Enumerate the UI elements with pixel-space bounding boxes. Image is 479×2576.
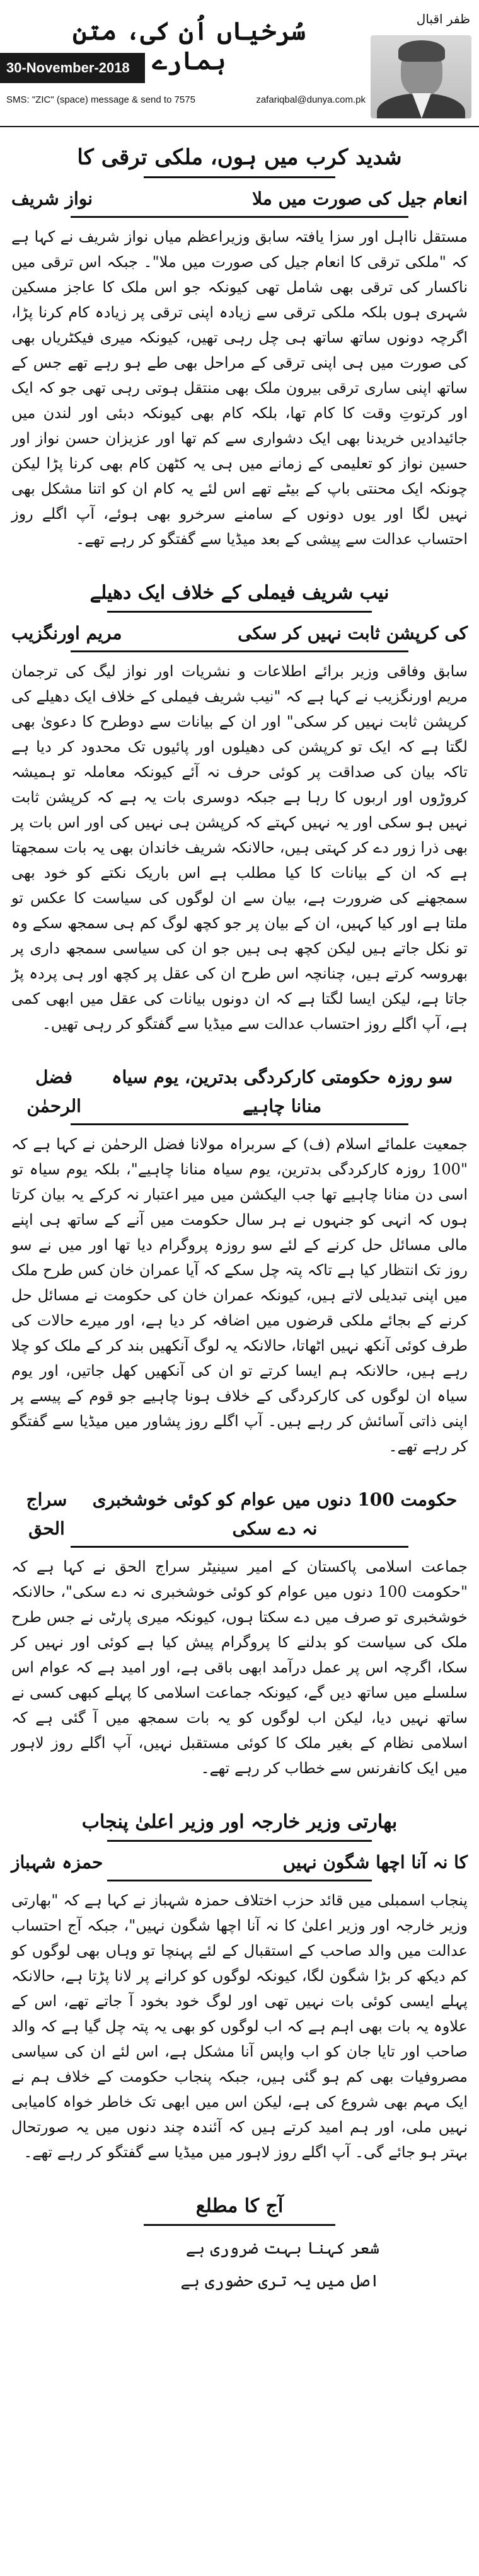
section-1-attribution: نواز شریف <box>11 188 93 209</box>
headline-rule <box>144 176 335 178</box>
section-5-headline: بھارتی وزیر خارجہ اور وزیر اعلیٰ پنجاب <box>81 1811 398 1833</box>
todays-couplet <box>11 2232 468 2298</box>
section-2-subhead <box>11 619 468 648</box>
todays-couplet-title: آج کا مطلع <box>195 2195 284 2217</box>
section-5-attribution: حمزہ شہباز <box>11 1852 103 1873</box>
section-2-attribution: مریم اورنگزیب <box>11 623 122 644</box>
section-4-headline <box>11 1485 468 1543</box>
section-5-subhead-text: کا نہ آنا اچھا شگون نہیں <box>282 1852 468 1873</box>
section-3-attribution: فضل الرحمٰن <box>26 1067 81 1116</box>
section-1-headline: شدید کرب میں ہوں، ملکی ترقی کا <box>77 145 402 170</box>
section-3-paragraph: جمعیت علمائے اسلام (ف) کے سربراہ مولانا فضل الرحمٰن نے کہا ہے کہ "100 روزہ کارکردگی بدترین، یوم سیاہ منانا چاہیے"، بلکہ یوم سیاہ تو اسی دن منانا چاہیے تھا جب الیکشن میں میر اعتبار نہ کرکے یہ بیان کرتا ہوں کہ انہی کو جنہوں نے ہر سال حکومت میں آنے کے ساتھ ہی اپنے مالی مسائل حل کرنے کے لئے سو روزہ پروگرام دیا تھا اور میں نے سو روز تک انتظار کیا ہے تاکہ پتہ چل سکے کہ آیا عمران خان کس طرح ملک میں اپنی تبدیلی لاتے ہیں، کیونکہ عمران خان کی حکومت نے مسائل حل کرنے کے بجائے ملکی قرضوں میں اضافہ کر دیا ہے، اور میرے حالات کی طرف کوئی آنکھ نہیں اٹھاتا، حالانکہ یہ لوگ آنکھیں بند کر کے ملک کو چلا رہے ہیں، حالانکہ ہم ایسا کرتے تو ان کی آنکھیں کھل جاتیں، اور یوم سیاہ ان لوگوں کی کارکردگی کے خلاف ہونا چاہیے جو قوم کے پیسے پر اپنی ذاتی آسائش کر رہے ہیں۔ آپ اگلے روز پشاور میں میڈیا سے گفتگو کر رہے تھے۔ <box>11 1135 468 1455</box>
column-body <box>0 127 479 2298</box>
section-3-headline-text: سو روزہ حکومتی کارکردگی بدترین، یوم سیاہ منانا چاہیے <box>112 1067 453 1116</box>
section-4-attribution: سراج الحق <box>26 1489 67 1539</box>
section-5-subhead <box>11 1848 468 1877</box>
section-1-paragraph: مستقل نااہل اور سزا یافتہ سابق وزیراعظم میاں نواز شریف نے کہا ہے کہ "ملکی ترقی کا انعام جیل کی صورت میں ملا"۔ جبکہ اس ترقی میں ناکسار کی ترقی بھی شامل تھی کیونکہ جو اس ملک کا عاجز مسکین شہری ہوں بلکہ ملکی ترقی سے زیادہ اپنی ترقی پر زیادہ کام کرنا پڑا، اگرچہ دونوں ساتھ ساتھ ہی چل رہی تھیں، کیونکہ میری فیکٹریاں بھی کی صورت میں ہی اپنی ترقی کے مراحل بھی طے ہو رہے تھے جس کے ساتھ اپنی ساری ترقی بیرون ملک بھی منتقل ہوتی رہی تھی جو کہ ایک اور کرتوتِ وقت کا کام تھا، بلکہ کام بھی کیونکہ دبئی اور لندن میں جائیدادیں خریدنا بھی ایک دشواری سے کم تھا اور عزیزان حسن نواز اور حسین نواز کو تعلیمی کے زمانے میں ہی یہ کٹھن کام بھی کرنا پڑا لیکن چونکہ ایک محنتی باپ کے بیٹے تھے اس لئے یہ کام ان کو اتنا مشکل بھی نہیں لگا اور یوں دونوں کے سامنے سرخرو بھی ہوئے، آپ اگلے روز احتساب عدالت سے پیشی کے بعد میڈیا سے گفتگو کر رہے تھے۔ <box>11 228 468 548</box>
couplet-line-1: شعر کہنا بہت ضروری ہے <box>185 2239 379 2258</box>
author-email[interactable]: zafariqbal@dunya.com.pk <box>256 94 366 105</box>
author-photo <box>371 35 471 118</box>
section-1-subhead-text: انعام جیل کی صورت میں ملا <box>252 188 468 209</box>
section-4-headline-text: حکومت 100 دنوں میں عوام کو کوئی خوشخبری نہ دے سکی <box>92 1489 458 1539</box>
subhead-rule <box>107 1880 372 1881</box>
sms-instruction: SMS: "ZIC" (space) message & send to 7575 <box>6 94 195 105</box>
headline-rule <box>107 1840 372 1842</box>
section-3-headline <box>11 1063 468 1121</box>
subhead-rule <box>71 650 408 652</box>
date-badge: 30-November-2018 <box>0 53 145 83</box>
headline-rule <box>144 2224 335 2226</box>
subhead-rule <box>71 216 408 218</box>
couplet-line-2: اصل میں یہ تری حضوری ہے <box>180 2272 379 2291</box>
section-2-subhead-text: کی کرپشن ثابت نہیں کر سکی <box>238 623 468 644</box>
section-1-subhead <box>11 184 468 213</box>
headline-rule <box>71 1123 408 1125</box>
headline-rule <box>71 1546 408 1548</box>
section-4-paragraph: جماعت اسلامی پاکستان کے امیر سینیٹر سراج الحق نے کہا ہے کہ "حکومت 100 دنوں میں عوام کو کوئی خوشخبری نہ دے سکی"، حالانکہ خوشخبری تو صرف میں دے سکتا ہوں، کیونکہ میری پارٹی نے جس طرح ملک کی سیاست کو بدلنے کا پروگرام پیش کیا ہے کوئی اور نہیں کر سکا، اگرچہ اس پر عمل درآمد ابھی باقی ہے، اور امید ہے کہ عوام اس سلسلے میں ساتھ دیں گے، کیونکہ جماعت اسلامی کا پہلے کبھی کسی نے ساتھ نہیں دیا، لیکن اب لوگوں کو یہ بات سمجھ میں آ گئی ہے کہ اسلامی نظام کے بغیر ملک کا کوئی مستقبل نہیں، آپ اگلے روز لاہور میں ایک کانفرنس سے خطاب کر رہے تھے۔ <box>11 1558 468 1777</box>
section-2-paragraph: سابق وفاقی وزیر برائے اطلاعات و نشریات اور نواز لیگ کی ترجمان مریم اورنگزیب نے کہا ہے کہ "نیب شریف فیملی کے خلاف ایک دھیلے کی کرپشن ثابت نہیں کر سکی" اور ان کے بیانات سے دوطرح کا دعویٰ بھی لگتا ہے کہ ایک تو کرپشن کی دھیلوں اور پائیوں تک محدود کر دیا ہے تاکہ بیان کی صداقت پر کوئی حرف نہ آئے کیونکہ معاملہ تو ہمیشہ کروڑوں اور اربوں کا رہا ہے جبکہ دوسری بات یہ ہے کہ کرپشن ثابت نہیں ہو سکی اور یہ نہیں کہتے کہ کرپشن ہی نہیں کی اور اس بات پر بھی ذرا زور دے کر کہتی ہیں، حالانکہ شریف خاندان بھی یہ بات سمجھتا ہے کہ ان کے بیانات کا کیا مطلب ہے اس باریک نکتے کو خود بھی سمجھنے کی ضرورت ہے، بیان سے ان لوگوں کی سیاست کا عکس تو ملتا ہے اور کیا کہیں، ان کے بیان پر جو کچھ لوگ کم ہی سمجھ سکے وہ تو نکل جاتے ہیں لیکن کچھ ہی ہیں جو ان کی سیاسی سمجھ داری پر بھروسہ کرتے ہیں، چنانچہ اس طرح ان کی عقل پر کچھ اور ہی پردہ پڑ جاتا ہے، لیکن ایسا لگتا ہے کہ ان دونوں بیانات کی عقل میں ابھی کمی ہے، آپ اگلے روز احتساب عدالت سے میڈیا سے گفتگو کر رہی تھیں۔ <box>11 662 468 1033</box>
column-header <box>0 0 479 127</box>
headline-rule <box>107 611 372 613</box>
column-title: سُرخیاں اُن کی، متن ہمارے <box>72 16 306 76</box>
section-5-paragraph: پنجاب اسمبلی میں قائد حزب اختلاف حمزہ شہباز نے کہا ہے کہ "بھارتی وزیر خارجہ اور وزیر اعلیٰ کا نہ آنا اچھا شگون نہیں"، جبکہ آج احتساب عدالت میں والد صاحب کے استقبال کے لئے پہنچا تو وہاں بھی لوگوں کو کم دیکھ کر بڑا شگون لگا، کیونکہ لوگوں کو کرانے پر لانا پڑتا ہے، حالانکہ پہلے ایسی کوئی بات نہیں تھی اور لوگ خود بخود آ جاتے تھے، اس کے علاوہ یہ بات بھی اہم ہے کہ اب لوگوں کو بھی یہ پتہ چل گیا ہے کہ والد صاحب اور تایا جان کو اب واپس آنا مشکل ہے، اس لئے ان کی سیاسی مصروفیات بھی کم ہو گئی ہیں، جبکہ پنجاب حکومت کے خلاف ہم نے ایک مہم بھی شروع کی ہے، لیکن اس میں ابھی تک خاطر خواہ کامیابی نہیں ملی، اور ہم امید کرتے ہیں کہ آئندہ چند دنوں میں یہ صورتحال بہتر ہو جائے گی۔ آپ اگلے روز لاہور میں میڈیا سے گفتگو کر رہے تھے۔ <box>11 1892 468 2161</box>
author-name: ظفر اقبال <box>416 11 470 26</box>
section-2-headline: نیب شریف فیملی کے خلاف ایک دھیلے <box>89 582 390 604</box>
